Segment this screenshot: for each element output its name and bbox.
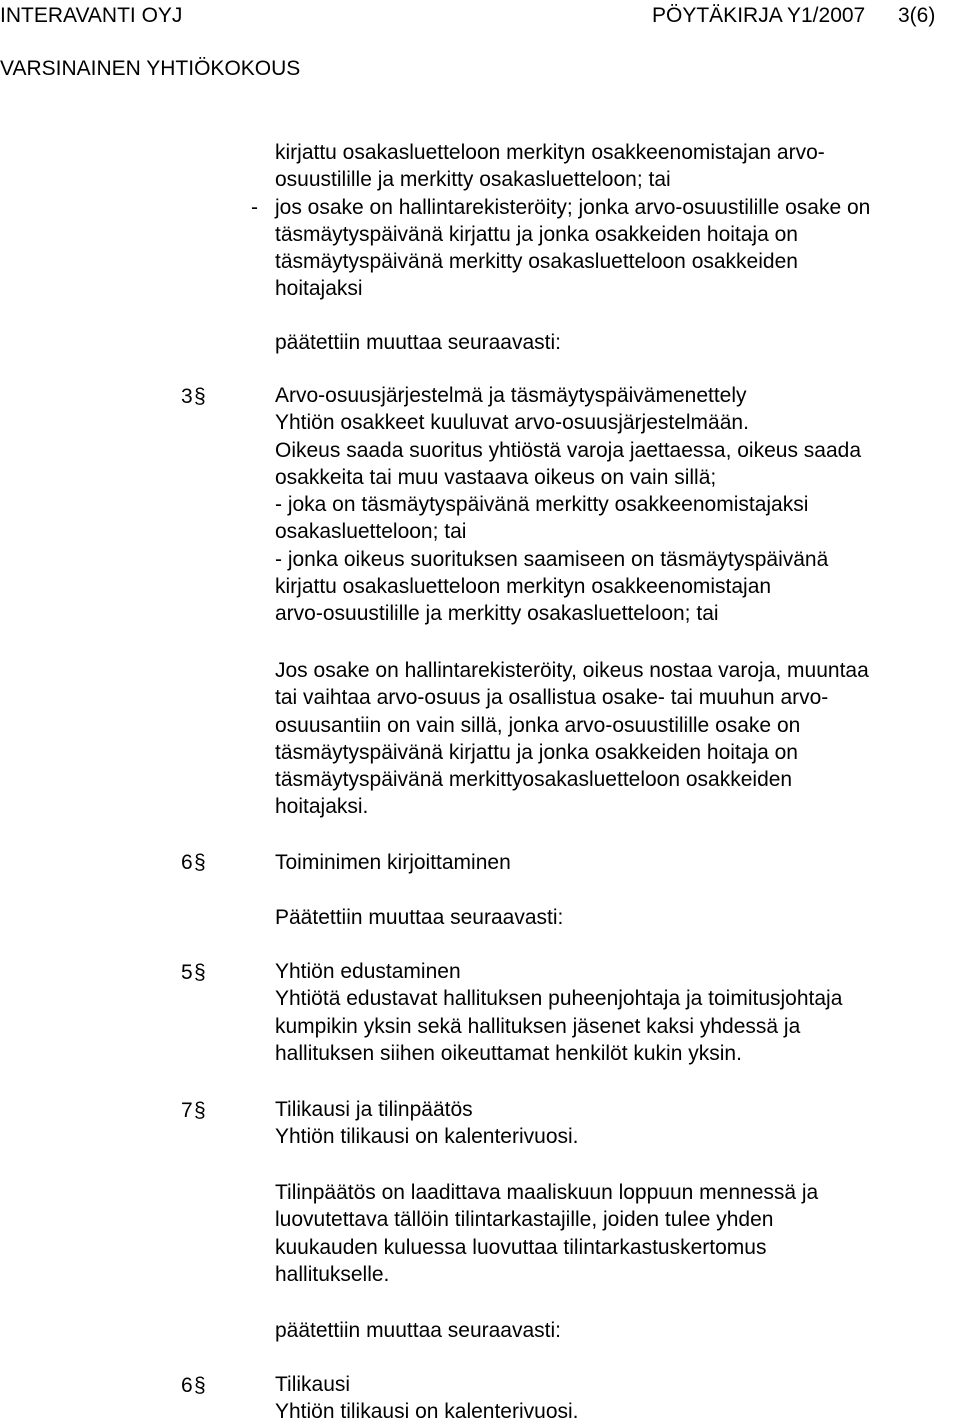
text-line: hallitukselle.: [275, 1262, 390, 1286]
text-line: - joka on täsmäytyspäivänä merkitty osakkeenomistajaksi: [275, 493, 809, 517]
text-line: arvo-osuustilille ja merkitty osakasluetteloon; tai: [275, 602, 719, 626]
section-number: 7: [181, 1099, 193, 1122]
text-line: osakasluetteloon; tai: [275, 520, 467, 544]
text-line: luovutettava tällöin tilintarkastajille, joiden tulee yhden: [275, 1208, 774, 1232]
text-line: osuusantiin on vain sillä, jonka arvo-osuustilille osake on: [275, 713, 801, 737]
section-6b-text: [275, 1371, 960, 1426]
section-sign: §: [194, 385, 206, 408]
text-line: Yhtiötä edustavat hallituksen puheenjohtaja ja toimitusjohtaja: [275, 987, 843, 1011]
section-title: Arvo-osuusjärjestelmä ja täsmäytyspäivämenettely: [275, 384, 747, 407]
list-dash: -: [251, 196, 258, 219]
text-line: täsmäytyspäivänä merkitty osakasluetteloon osakkeiden: [275, 250, 798, 274]
text-line: kuukauden kuluessa luovuttaa tilintarkastuskertomus: [275, 1235, 767, 1259]
section-title: Tilikausi ja tilinpäätös: [275, 1098, 473, 1121]
meeting-title: VARSINAINEN YHTIÖKOKOUS: [0, 57, 301, 80]
section-sign: §: [194, 961, 206, 984]
text-line: hallituksen siihen oikeuttamat henkilöt kukin yksin.: [275, 1041, 742, 1065]
section-5-text: [275, 958, 960, 1067]
page-header: [0, 0, 960, 80]
text-line: Yhtiön tilikausi on kalenterivuosi.: [275, 1125, 579, 1149]
section-7-text-2: [275, 1179, 960, 1288]
text-line: - jonka oikeus suorituksen saamiseen on täsmäytyspäivänä: [275, 547, 829, 571]
section-3-text-2: [275, 657, 960, 821]
section-sign: §: [194, 1374, 206, 1397]
text-line: kumpikin yksin sekä hallituksen jäsenet kaksi yhdessä ja: [275, 1014, 801, 1038]
text-line: täsmäytyspäivänä kirjattu ja jonka osakkeiden hoitaja on: [275, 740, 798, 764]
text-line: tai vaihtaa arvo-osuus ja osallistua osake- tai muuhun arvo-: [275, 686, 829, 710]
section-number: 6: [181, 851, 193, 874]
text-line: Päätettiin muuttaa seuraavasti:: [275, 906, 564, 929]
section-number: 3: [181, 385, 193, 408]
section-number: 6: [181, 1374, 193, 1397]
text-line: jos osake on hallintarekisteröity; jonka arvo-osuustilille osake on: [275, 195, 871, 219]
section-number: 5: [181, 961, 193, 984]
text-line: Tilinpäätös on laadittava maaliskuun loppuun mennessä ja: [275, 1181, 819, 1204]
text-line: päätettiin muuttaa seuraavasti:: [275, 331, 562, 354]
text-line: kirjattu osakasluetteloon merkityn osakkeenomistajan: [275, 575, 772, 599]
section-title: Toiminimen kirjoittaminen: [275, 851, 511, 874]
section-sign: §: [194, 851, 206, 874]
text-line: päätettiin muuttaa seuraavasti:: [275, 1319, 562, 1342]
text-line: osuustilille ja merkitty osakasluetteloon; tai: [275, 168, 671, 192]
text-line: osakkeita tai muu vastaava oikeus on vain sillä;: [275, 465, 717, 489]
decision-text: [275, 1317, 960, 1344]
text-line: Yhtiön tilikausi on kalenterivuosi.: [275, 1400, 579, 1424]
page-number: 3(6): [898, 4, 936, 27]
text-line: Jos osake on hallintarekisteröity, oikeus nostaa varoja, muuntaa: [275, 659, 869, 682]
document-title: PÖYTÄKIRJA Y1/2007: [652, 4, 866, 27]
text-line: hoitajaksi.: [275, 795, 369, 819]
decision-text: [275, 329, 960, 356]
text-line: täsmäytyspäivänä merkittyosakasluetteloon osakkeiden: [275, 768, 793, 792]
text-line: Yhtiön osakkeet kuuluvat arvo-osuusjärjestelmään.: [275, 411, 749, 435]
intro-text: [275, 139, 960, 303]
text-line: hoitajaksi: [275, 277, 363, 301]
text-line: kirjattu osakasluetteloon merkityn osakkeenomistajan arvo-: [275, 141, 825, 164]
section-3-text: [275, 382, 960, 628]
section-title: Yhtiön edustaminen: [275, 960, 461, 983]
company-name: INTERAVANTI OYJ: [0, 4, 183, 27]
section-sign: §: [194, 1099, 206, 1122]
decision-text: [275, 904, 960, 931]
text-line: täsmäytyspäivänä kirjattu ja jonka osakkeiden hoitaja on: [275, 222, 798, 246]
text-line: Oikeus saada suoritus yhtiöstä varoja jaettaessa, oikeus saada: [275, 438, 862, 462]
section-title: Tilikausi: [275, 1373, 351, 1396]
section-7-text: [275, 1096, 960, 1151]
